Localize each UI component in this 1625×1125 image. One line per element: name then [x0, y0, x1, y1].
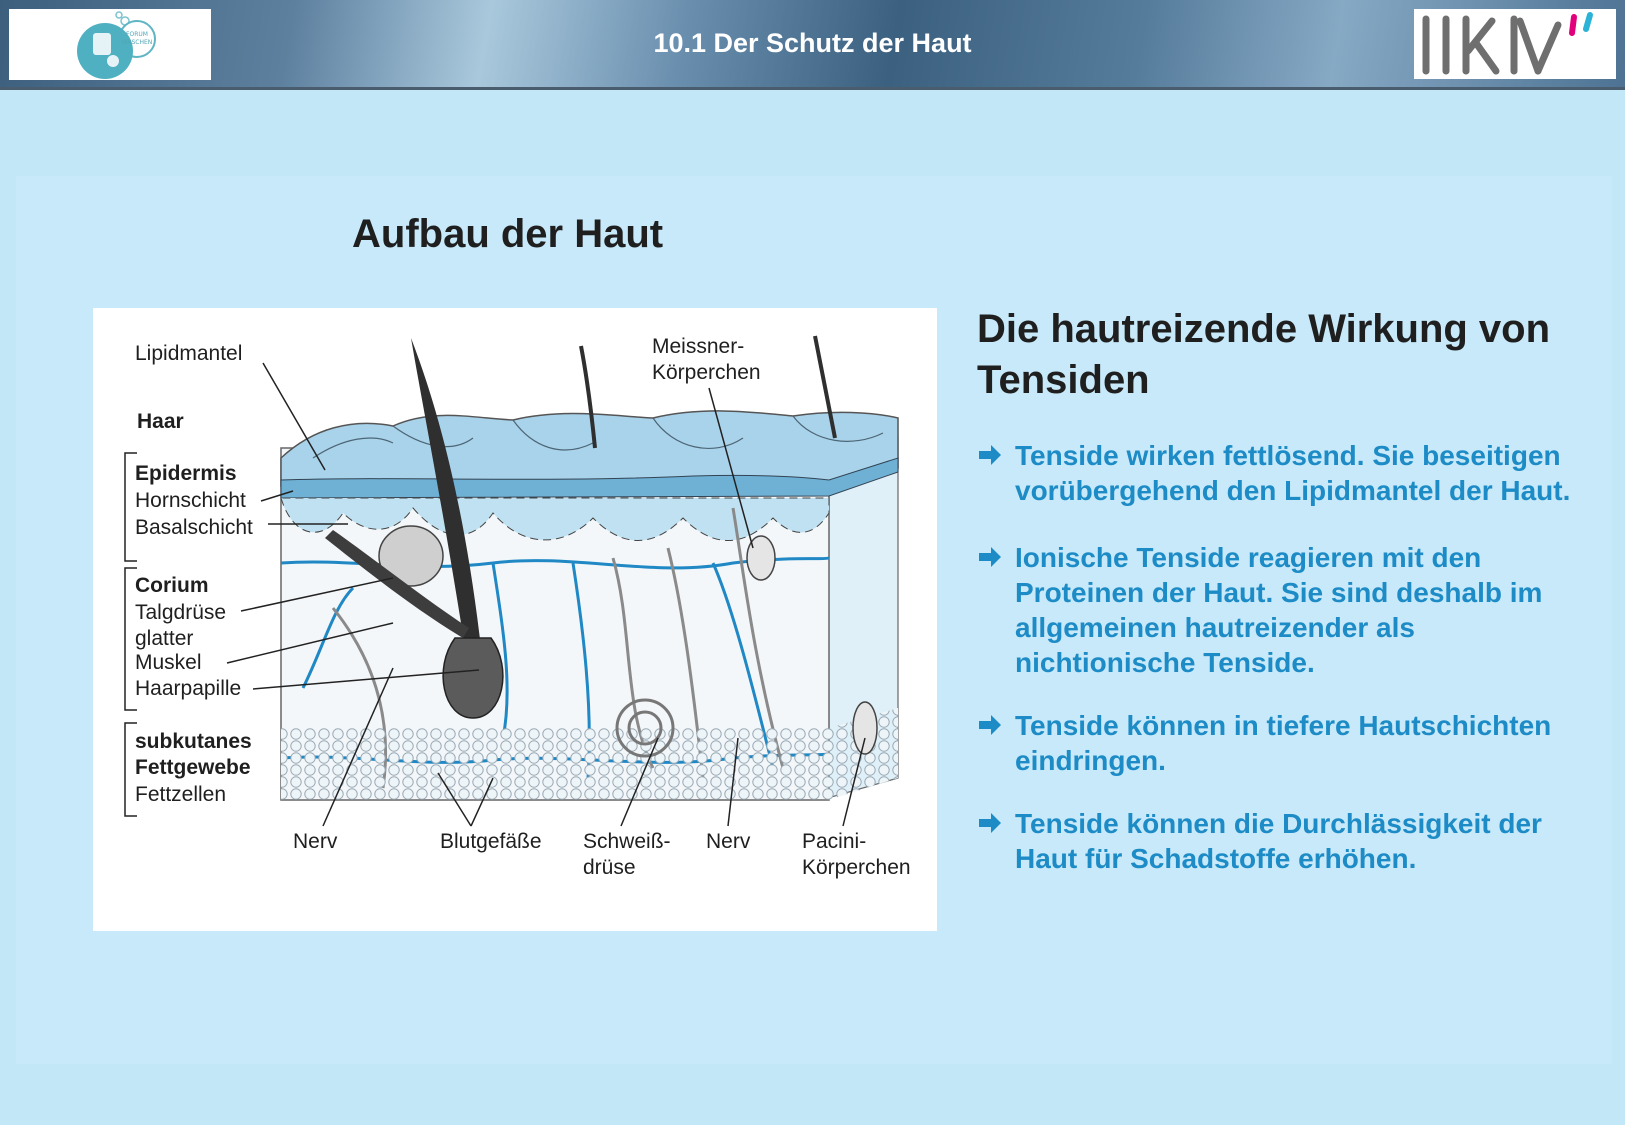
bullet-text: Tenside können die Durchlässigkeit der Haut für Schadstoffe erhöhen.	[1015, 808, 1542, 874]
label-haarpapille: Haarpapille	[135, 677, 242, 700]
arrow-right-icon	[977, 810, 1003, 836]
ikw-logo	[1414, 9, 1616, 79]
arrow-right-icon	[977, 442, 1003, 468]
label-nerv-left: Nerv	[293, 830, 338, 853]
label-glatter: glatter	[135, 627, 194, 650]
bullet-text: Ionische Tenside reagieren mit den Proteinen der Haut. Sie sind deshalb im allgemeinen hautreizender als nichtionische Tenside.	[1015, 542, 1543, 678]
label-schweissdruese-2: drüse	[583, 856, 636, 879]
label-talgdruese: Talgdrüse	[135, 601, 227, 624]
bullet-list	[977, 438, 1597, 876]
label-meissner-1: Meissner-	[652, 335, 745, 358]
bullet-item	[977, 708, 1597, 778]
label-pacini-2: Körperchen	[802, 856, 911, 879]
label-epidermis: Epidermis	[135, 462, 237, 485]
figure-heading: Aufbau der Haut	[352, 212, 664, 256]
label-fettgewebe: Fettgewebe	[135, 756, 251, 779]
label-nerv-right: Nerv	[706, 830, 751, 853]
bullet-text: Tenside können in tiefere Hautschichten eindringen.	[1015, 710, 1552, 776]
ikw-logo-graphic	[1414, 9, 1616, 79]
bullet-item	[977, 806, 1597, 876]
section-subheading: Die hautreizende Wirkung von Tensiden	[977, 307, 1551, 402]
label-basalschicht: Basalschicht	[135, 516, 253, 539]
arrow-right-icon	[977, 544, 1003, 570]
arrow-right-icon	[977, 712, 1003, 738]
label-blutgefaesse: Blutgefäße	[440, 830, 542, 853]
bullet-text: Tenside wirken fettlösend. Sie beseitigen vorübergehend den Lipidmantel der Haut.	[1015, 440, 1571, 506]
bullet-item	[977, 540, 1597, 680]
label-fettzellen: Fettzellen	[135, 783, 227, 806]
label-pacini-1: Pacini-	[802, 830, 867, 853]
label-corium: Corium	[135, 574, 209, 597]
label-muskel: Muskel	[135, 651, 202, 674]
label-meissner-2: Körperchen	[652, 361, 761, 384]
label-lipidmantel: Lipidmantel	[135, 342, 243, 365]
header-bar	[0, 0, 1625, 90]
label-hornschicht: Hornschicht	[135, 489, 246, 512]
page-title: 10.1 Der Schutz der Haut	[653, 28, 972, 58]
label-schweissdruese-1: Schweiß-	[583, 830, 671, 853]
logo-text-waschen: WASCHEN	[121, 39, 153, 46]
skin-diagram	[93, 308, 937, 931]
label-haar: Haar	[137, 410, 184, 433]
bullet-item	[977, 438, 1597, 508]
logo-text-forum: FORUM	[126, 31, 148, 38]
label-subkutanes: subkutanes	[135, 730, 252, 753]
